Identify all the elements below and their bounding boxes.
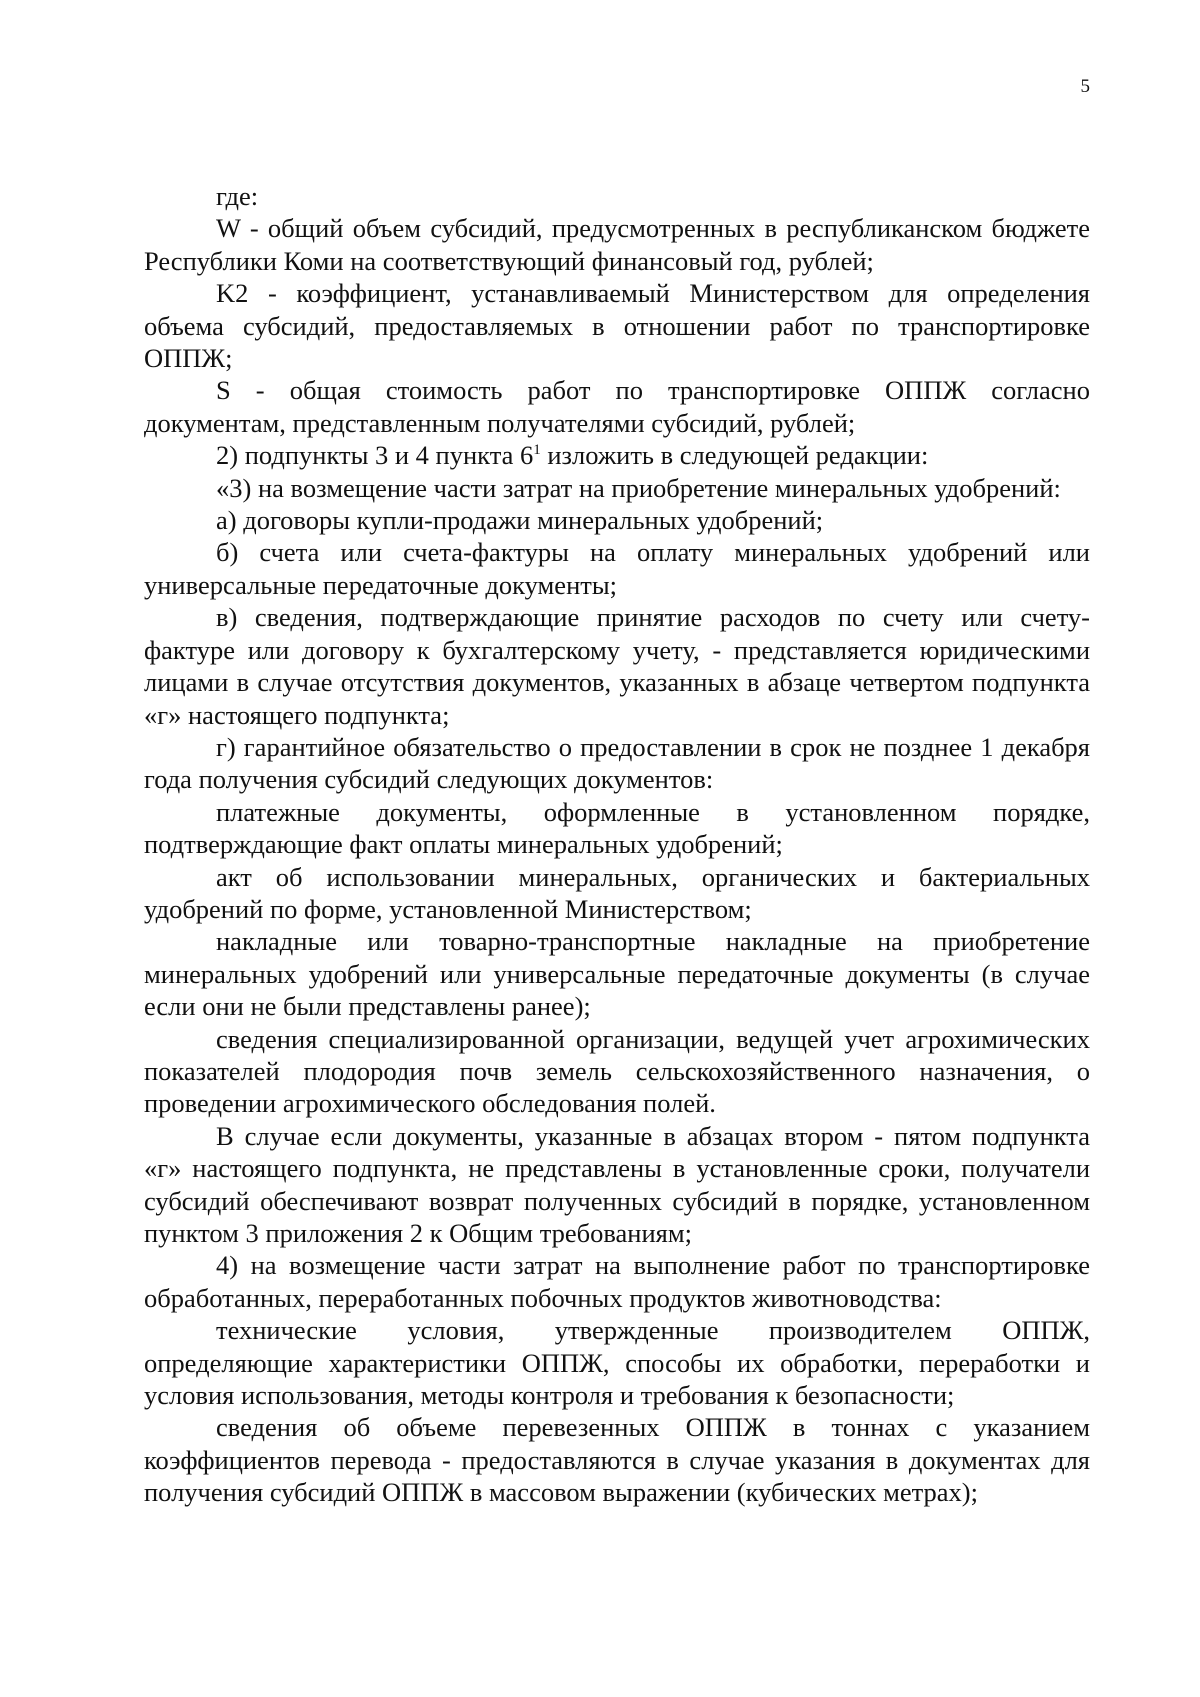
paragraph: В случае если документы, указанные в абзацах втором - пятом подпункта «г» настоящего подпункта, не представлены в установленные сроки, получатели субсидий обеспечивают возврат полученных субсидий в порядке, установленном пунктом 3 приложения 2 к Общим требованиям; [144, 1120, 1090, 1248]
paragraph: в) сведения, подтверждающие принятие расходов по счету или счету-фактуре или договору к бухгалтерскому учету, - представляется юридическими лицами в случае отсутствия документов, указанных в абзаце четвертом подпункта «г» настоящего подпункта; [144, 602, 1090, 730]
paragraph: где: [216, 181, 259, 211]
paragraph: платежные документы, оформленные в установленном порядке, подтверждающие факт оплаты минеральных удобрений; [144, 796, 1090, 860]
superscript-number: 1 [533, 442, 541, 459]
paragraph: 4) на возмещение части затрат на выполнение работ по транспортировке обработанных, переработанных побочных продуктов животноводства: [144, 1250, 1090, 1313]
paragraph: технические условия, утвержденные производителем ОППЖ, определяющие характеристики ОППЖ, способы их обработки, переработки и условия использования, методы контроля и требования к безопасности; [144, 1315, 1090, 1411]
paragraph: S - общая стоимость работ по транспортировке ОППЖ согласно документам, представленным получателями субсидий, рублей; [144, 375, 1090, 438]
paragraph: акт об использовании минеральных, органических и бактериальных удобрений по форме, установленной Министерством; [144, 861, 1090, 924]
paragraph: K2 - коэффициент, устанавливаемый Министерством для определения объема субсидий, предоставляемых в отношении работ по транспортировке ОППЖ; [144, 278, 1090, 374]
paragraph: сведения об объеме перевезенных ОППЖ в тоннах с указанием коэффициентов перевода - предоставляются в случае указания в документах для получения субсидий ОППЖ в массовом выражении (кубических метрах); [144, 1412, 1090, 1508]
page-number: 5 [1080, 76, 1090, 97]
paragraph-with-superscript [144, 439, 1090, 471]
paragraph: а) договоры купли-продажи минеральных удобрений; [216, 505, 824, 536]
paragraph-text-after: изложить в следующей редакции: [540, 440, 929, 471]
paragraph: W - общий объем субсидий, предусмотренных в республиканском бюджете Республики Коми на соответствующий финансовый год, рублей; [144, 213, 1090, 276]
paragraph-text-before: 2) подпункты 3 и 4 пункта 6 [216, 440, 534, 471]
paragraph: б) счета или счета-фактуры на оплату минеральных удобрений или универсальные передаточные документы; [144, 537, 1090, 600]
paragraph: «3) на возмещение части затрат на приобретение минеральных удобрений: [216, 472, 1061, 503]
paragraph: г) гарантийное обязательство о предоставлении в срок не позднее 1 декабря года получения субсидий следующих документов: [144, 731, 1090, 795]
document-body [144, 180, 1090, 1509]
paragraph: накладные или товарно-транспортные накладные на приобретение минеральных удобрений или универсальные передаточные документы (в случае если они не были представлены ранее); [144, 926, 1090, 1022]
paragraph: сведения специализированной организации, ведущей учет агрохимических показателей плодородия почв земель сельскохозяйственного назначения, о проведении агрохимического обследования полей. [144, 1023, 1090, 1119]
